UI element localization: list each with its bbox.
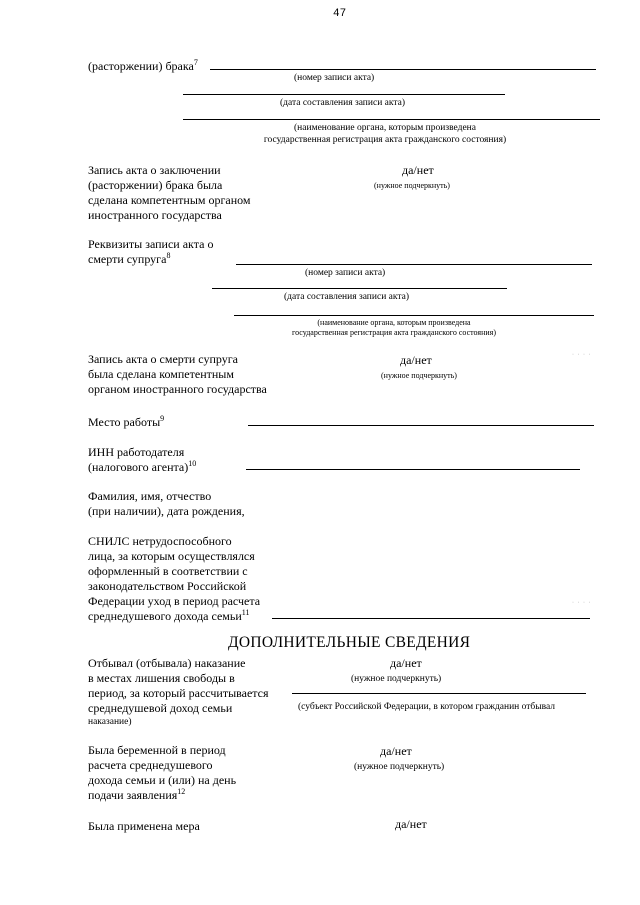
imprisonment-choice-caption: (нужное подчеркнуть) [351, 674, 442, 684]
marriage-record-number-caption: (номер записи акта) [294, 73, 375, 83]
spouse-death-authority-caption: (наименование органа, которым произведена государственная регистрация акта гражданского состояния) [292, 318, 496, 337]
imprisonment-region-line[interactable] [292, 693, 586, 694]
imprisonment-question: Отбывал (отбывала) наказание в местах лишения свободы в период, за который рассчитывается среднедушевой доход семьи [88, 656, 269, 715]
marriage-foreign-choice-caption: (нужное подчеркнуть) [374, 181, 450, 190]
marriage-act-label: (расторжении) брака$^7$ [88, 58, 198, 73]
page-number: 47 [333, 8, 347, 20]
person-label: Фамилия, имя, отчество (при наличии), дата рождения, [88, 489, 245, 518]
measure-choice[interactable]: да/нет [395, 817, 427, 831]
workplace-input-line[interactable] [248, 425, 594, 426]
footnote-ref: 8 [166, 251, 171, 260]
marriage-foreign-choice[interactable]: да/нет [402, 163, 434, 177]
measure-question: Была применена мера [88, 819, 200, 833]
scan-speck: · · · · [572, 352, 592, 358]
footnote-ref: 12 [177, 787, 186, 796]
imprisonment-region-caption: (субъект Российской Федерации, в котором гражданин отбывал [298, 702, 556, 712]
footnote-ref: 11 [241, 608, 250, 617]
footnote-ref: 9 [160, 414, 165, 423]
snils-label: СНИЛС нетрудоспособного лица, за которым осуществлялся оформленный в соответствии с законодательством Российской Федерации уход в период расчета среднедушевого дохода семьи$^{11}$ [88, 534, 261, 623]
footnote-ref: 7 [193, 58, 198, 67]
pregnancy-choice[interactable]: да/нет [380, 744, 412, 758]
snils-input-line[interactable] [272, 618, 590, 619]
marriage-record-date-caption: (дата составления записи акта) [280, 98, 406, 108]
spouse-death-label: Реквизиты записи акта о смерти супруга$^8$ [88, 237, 214, 266]
employer-inn-label: ИНН работодателя (налогового агента)$^{10}$ [88, 445, 197, 474]
marriage-authority-caption: (наименование органа, которым произведена государственная регистрация акта гражданского состояния) [263, 123, 507, 145]
spouse-death-record-number-line[interactable] [236, 264, 592, 265]
imprisonment-caption-continued: наказание) [88, 717, 132, 727]
pregnancy-question: Была беременной в период расчета среднедушевого дохода семьи и (или) на день подачи заявления$^{12}$ [88, 743, 237, 802]
marriage-authority-line[interactable] [183, 119, 600, 120]
marriage-record-number-line[interactable] [210, 69, 596, 70]
spouse-death-authority-line[interactable] [234, 315, 594, 316]
workplace-label: Место работы$^9$ [88, 414, 165, 429]
scan-speck: · · · · [572, 600, 592, 606]
spouse-death-foreign-choice-caption: (нужное подчеркнуть) [381, 371, 457, 380]
footnote-ref: 10 [188, 459, 197, 468]
pregnancy-choice-caption: (нужное подчеркнуть) [354, 762, 445, 772]
employer-inn-input-line[interactable] [246, 469, 580, 470]
marriage-foreign-question: Запись акта о заключении (расторжении) брака была сделана компетентным органом иностранного государства [88, 163, 251, 222]
spouse-death-record-number-caption: (номер записи акта) [305, 268, 386, 278]
spouse-death-record-date-caption: (дата составления записи акта) [284, 292, 410, 302]
spouse-death-foreign-choice[interactable]: да/нет [400, 353, 432, 367]
marriage-record-date-line[interactable] [183, 94, 505, 95]
additional-info-heading: ДОПОЛНИТЕЛЬНЫЕ СВЕДЕНИЯ [228, 634, 471, 651]
spouse-death-foreign-question: Запись акта о смерти супруга была сделана компетентным органом иностранного государства [88, 352, 267, 396]
spouse-death-record-date-line[interactable] [212, 288, 507, 289]
imprisonment-choice[interactable]: да/нет [390, 656, 422, 670]
